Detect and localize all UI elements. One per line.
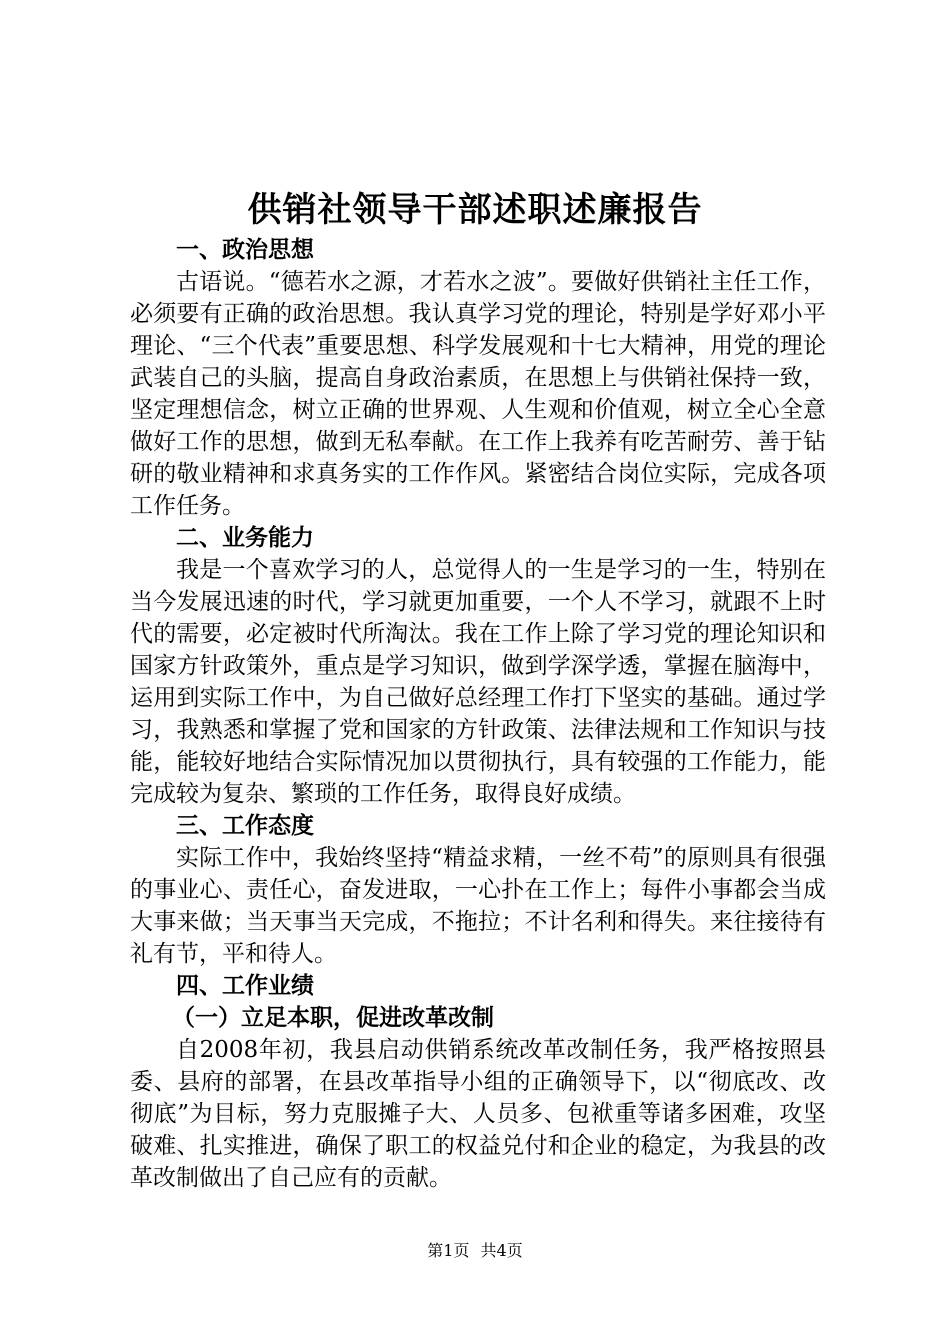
- subsection-heading: （一）立足本职，促进改革改制: [172, 1004, 494, 1031]
- section-heading: 三、工作态度: [176, 812, 314, 839]
- section-heading: 一、政治思想: [176, 236, 314, 263]
- section-heading: 四、工作业绩: [176, 972, 314, 999]
- body-paragraph: 实际工作中，我始终坚持“精益求精，一丝不苟”的原则具有很强的事业心、责任心，奋发进取，一心扑在工作上；每件小事都会当成大事来做；当天事当天完成，不拖拉；不计名利和得失。来往接待有礼有节，平和待人。: [130, 845, 826, 967]
- body-paragraph: 古语说。“德若水之源，才若水之波”。要做好供销社主任工作，必须要有正确的政治思想。我认真学习党的理论，特别是学好邓小平理论、“三个代表”重要思想、科学发展观和十七大精神，用党的理论武装自己的头脑，提高自身政治素质，在思想上与供销社保持一致，坚定理想信念，树立正确的世界观、人生观和价值观，树立全心全意做好工作的思想，做到无私奉献。在工作上我养有吃苦耐劳、善于钻研的敬业精神和求真务实的工作作风。紧密结合岗位实际，完成各项工作任务。: [130, 269, 826, 519]
- document-title: 供销社领导干部述职述廉报告: [247, 190, 703, 230]
- page-number: 第1页: [427, 1241, 470, 1260]
- body-paragraph: 我是一个喜欢学习的人，总觉得人的一生是学习的一生，特别在当今发展迅速的时代，学习就更加重要，一个人不学习，就跟不上时代的需要，必定被时代所淘汰。我在工作上除了学习党的理论知识和国家方针政策外，重点是学习知识，做到学深学透，掌握在脑海中，运用到实际工作中，为自己做好总经理工作打下坚实的基础。通过学习，我熟悉和掌握了党和国家的方针政策、法律法规和工作知识与技能，能较好地结合实际情况加以贯彻执行，具有较强的工作能力，能完成较为复杂、繁琐的工作任务，取得良好成绩。: [130, 557, 826, 807]
- page-footer: [0, 1241, 950, 1261]
- document-body: [130, 234, 826, 1194]
- section-heading: 二、业务能力: [176, 524, 314, 551]
- page-total: 共4页: [480, 1241, 523, 1260]
- body-paragraph: 自2008年初，我县启动供销系统改革改制任务，我严格按照县委、县府的部署，在县改革指导小组的正确领导下，以“彻底改、改彻底”为目标，努力克服摊子大、人员多、包袱重等诸多困难，攻坚破难、扎实推进，确保了职工的权益兑付和企业的稳定，为我县的改革改制做出了自己应有的贡献。: [130, 1037, 826, 1191]
